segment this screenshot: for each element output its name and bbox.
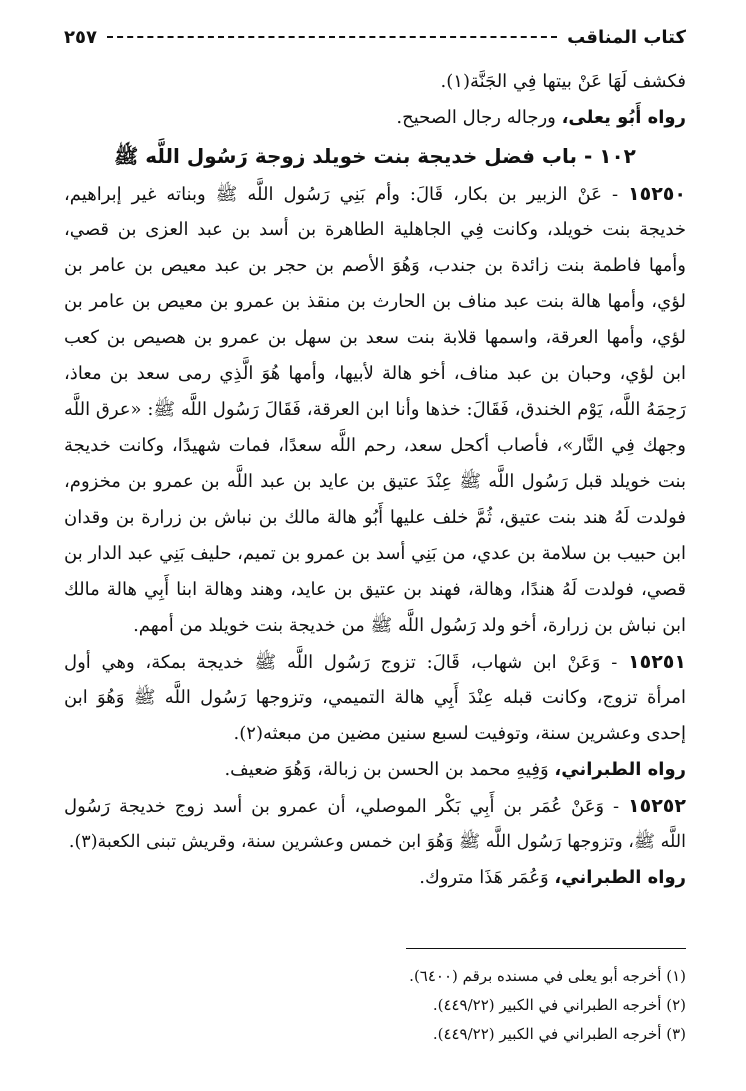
narration-text: ورجاله رجال الصحيح. (396, 107, 562, 128)
text-line: وجهك فِي النَّار»، فأصاب أكحل سعد، رحم اللَّه سعدًا، فمات شهيدًا، وكانت خديجة (64, 435, 686, 456)
footnote: (٢) أخرجه الطبراني في الكبير (٤٤٩/٢٢). (432, 996, 686, 1014)
text-line: بنت خويلد قبل رَسُول اللَّه ﷺ عِنْدَ عتيق بن عايد بن عبد اللَّه بن عمرو بن مخزوم، (64, 471, 686, 492)
narration-line (64, 752, 686, 788)
text-line: لؤي، وأمها العرقة، واسمها قلابة بنت سعد بن سهل بن عمرو بن هصيص بن كعب (64, 327, 686, 348)
page-header (64, 22, 686, 52)
text-line: ابن لؤي، وحبان بن عبد مناف، أخو هالة لأبيها، وأمها هُوَ الَّذِي رمى سعد بن معاذ، (64, 363, 686, 384)
narration-line (64, 860, 686, 896)
chapter-heading: ١٠٢ - باب فضل خديجة بنت خويلد زوجة رَسُول اللَّه ﷺ (114, 144, 636, 168)
hadith-number: ١٥٢٥٢ (628, 795, 686, 817)
text-line: اللَّه ﷺ، وتزوجها رَسُول اللَّه ﷺ وَهُوَ ابن خمس وعشرين سنة، وقريش تبنى الكعبة(٣). (68, 832, 686, 852)
text-line: وأمها فاطمة بنت زائدة بن جندب، وَهُوَ الأصم بن حجر بن عبد معيص بن عامر بن (64, 255, 686, 276)
header-rule (107, 36, 557, 38)
footnote: (١) أخرجه أبو يعلى في مسنده برقم (٦٤٠٠). (409, 967, 686, 985)
hadith-first-line (64, 644, 686, 680)
text-line: قصي، فولدت لَهُ هندًا، وهالة، فهند بن عتيق بن عايد، وهند وهالة ابنا أَبِي هالة مالك (64, 579, 686, 600)
narrator-label: رواه الطبراني، (554, 867, 686, 888)
hadith-first-line (64, 176, 686, 212)
narrator-label: رواه الطبراني، (554, 759, 686, 780)
text-line: إحدى وعشرين سنة، وتوفيت لسبع سنين مضين من مبعثه(٢). (233, 723, 686, 744)
text-line: فكشف لَهَا عَنْ بيتها فِي الجَنَّة(١). (440, 71, 686, 92)
footnote: (٣) أخرجه الطبراني في الكبير (٤٤٩/٢٢). (432, 1025, 686, 1043)
footnote-divider (406, 948, 686, 949)
text-line: ابن نباش بن زرارة، أخو ولد رَسُول اللَّه ﷺ من خديجة بنت خويلد من أمهم. (133, 615, 686, 636)
hadith-text: - عَنْ الزبير بن بكار، قَالَ: وأم بَنِي رَسُول اللَّه ﷺ وبناته غير إبراهيم، (64, 184, 629, 205)
footnotes (64, 962, 686, 1049)
page-number: ٢٥٧ (64, 26, 97, 48)
narration-text: وَفِيهِ محمد بن الحسن بن زبالة، وَهُوَ ضعيف. (224, 759, 555, 780)
text-line: لؤي، وأمها هالة بنت عبد مناف بن الحارث بن منقذ بن عمرو بن معيص بن عامر بن (64, 291, 686, 312)
hadith-first-line (64, 788, 686, 824)
hadith-text: - وَعَنْ ابن شهاب، قَالَ: تزوج رَسُول اللَّه ﷺ خديجة بمكة، وهي أول (64, 652, 629, 673)
hadith-number: ١٥٢٥٠ (628, 183, 686, 205)
text-line: امرأة تزوج، وكانت قبله عِنْدَ أَبِي هالة التميمي، وتزوجها رَسُول اللَّه ﷺ وَهُوَ ابن (64, 687, 686, 708)
hadith-number: ١٥٢٥١ (628, 651, 686, 673)
narrator-label: رواه أَبُو يعلى، (561, 107, 686, 128)
text-line: فولدت لَهُ هند بنت عتيق، ثُمَّ خلف عليها أَبُو هالة مالك بن نباش بن زرارة بن وقدان (64, 507, 686, 528)
text-line: ابن حبيب بن سلامة بن عدي، من بَنِي أسد بن عمرو بن تميم، حليف بَنِي عبد الدار بن (64, 543, 686, 564)
text-line: خديجة بنت خويلد، وكانت فِي الجاهلية الطاهرة بن أسد بن عبد العزى بن قصي، (64, 219, 686, 240)
narration-text: وَعُمَر هَذَا متروك. (419, 867, 555, 888)
text-line: رَحِمَهُ اللَّه، يَوْم الخندق، فَقَالَ: خذها وأنا ابن العرقة، فَقَالَ رَسُول اللَّه ﷺ: «عرق اللَّه (64, 399, 686, 420)
hadith-text: - وَعَنْ عُمَر بن أَبِي بَكْر الموصلي، أن عمرو بن أسد زوج خديجة رَسُول (64, 796, 629, 817)
narration-line (64, 100, 686, 136)
book-title: كتاب المناقب (567, 26, 686, 48)
page-body (64, 64, 686, 896)
